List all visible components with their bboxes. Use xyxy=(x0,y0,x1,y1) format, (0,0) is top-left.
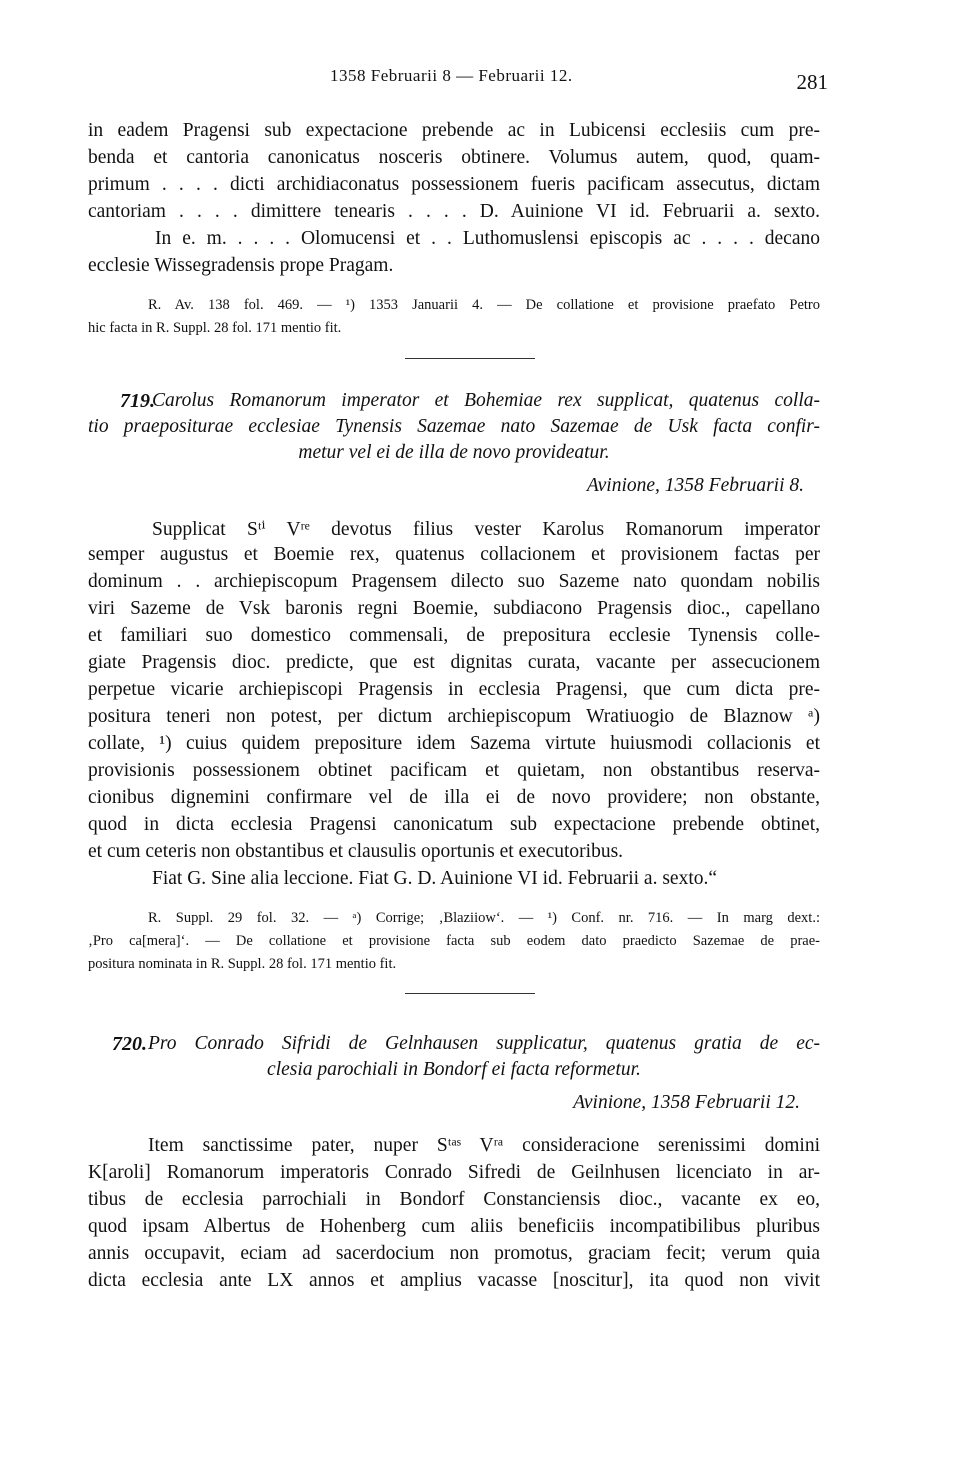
body-line: Supplicat Sᵗⁱ Vʳᵉ devotus filius vester Karolus Romanorum imperator xyxy=(152,519,820,540)
footnote-line: hic facta in R. Suppl. 28 fol. 171 mentio fit. xyxy=(88,320,342,336)
text-line: primum . . . . dicti archidiaconatus possessionem fueris pacificam assecutus, dictam xyxy=(88,174,820,195)
body-line: et familiari suo domestico commensali, de prepositura ecclesie Tynensis colle- xyxy=(88,625,820,646)
body-line: K[aroli] Romanorum imperatoris Conrado Sifredi de Geilnhusen licenciato in ar- xyxy=(88,1162,820,1183)
text-line: In e. m. . . . . Olomucensi et . . Luthomuslensi episcopis ac . . . . decano xyxy=(155,228,820,249)
body-line: positura teneri non potest, per dictum archiepiscopum Wratiuogio de Blaznow ᵃ) xyxy=(88,706,820,727)
entry-heading-line: metur vel ei de illa de novo provideatur. xyxy=(298,442,610,463)
body-line: et cum ceteris non obstantibus et clausulis oportunis et executoribus. xyxy=(88,841,624,862)
body-line: tibus de ecclesia parrochiali in Bondorf Constanciensis dioc., vacante ex eo, xyxy=(88,1189,820,1210)
body-line: semper augustus et Boemie rex, quatenus collacionem et provisionem factas per xyxy=(88,544,820,565)
entry-heading-line: tio praepositurae ecclesiae Tynensis Sazemae nato Sazemae de Usk facta confir- xyxy=(88,416,820,437)
text-line: ecclesie Wissegradensis prope Pragam. xyxy=(88,255,394,276)
body-line: quod in dicta ecclesia Pragensi canonicatum sub expectacione prebende obtinet, xyxy=(88,814,820,835)
body-line: viri Sazeme de Vsk baronis regni Boemie, subdiacono Pragensis dioc., capellano xyxy=(88,598,820,619)
body-line: Fiat G. Sine alia leccione. Fiat G. D. Auinione VI id. Februarii a. sexto.“ xyxy=(152,868,718,889)
body-line: Item sanctissime pater, nuper Sᵗᵃˢ Vʳᵃ consideracione serenissimi domini xyxy=(148,1135,820,1156)
section-divider xyxy=(405,358,535,359)
body-line: perpetue vicarie archiepiscopi Pragensis in ecclesia Pragensi, que cum dicta pre- xyxy=(88,679,820,700)
page-number: 281 xyxy=(796,70,828,94)
running-title: 1358 Februarii 8 — Februarii 12. xyxy=(330,66,573,85)
body-line: giate Pragensis dioc. predicte, que est dignitas curata, vacante per assecucionem xyxy=(88,652,820,673)
place-date: Avinione, 1358 Februarii 12. xyxy=(573,1092,800,1113)
body-line: dicta ecclesia ante LX annos et amplius vacasse [noscitur], ita quod non vivit xyxy=(88,1270,820,1291)
footnote-line: positura nominata in R. Suppl. 28 fol. 171 mentio fit. xyxy=(88,956,397,972)
body-line: cionibus dignemini confirmare vel de illa ei de novo providere; non obstante, xyxy=(88,787,820,808)
entry-number: 719. xyxy=(120,390,155,412)
entry-heading-line: Carolus Romanorum imperator et Bohemiae rex supplicat, quatenus colla- xyxy=(152,390,820,411)
entry-number: 720. xyxy=(112,1033,147,1055)
entry-heading-line: clesia parochiali in Bondorf ei facta reformetur. xyxy=(267,1059,641,1080)
body-line: dominum . . archiepiscopum Pragensem dilecto suo Sazeme nato quondam nobilis xyxy=(88,571,820,592)
body-line: provisionis possessionem obtinet pacificam et quietam, non obstantibus reserva- xyxy=(88,760,820,781)
section-divider xyxy=(405,993,535,994)
entry-heading-line: Pro Conrado Sifridi de Gelnhausen supplicatur, quatenus gratia de ec- xyxy=(148,1033,820,1054)
footnote-line: R. Suppl. 29 fol. 32. — ᵃ) Corrige; ‚Blaziiow‘. — ¹) Conf. nr. 716. — In marg dext.: xyxy=(148,910,820,926)
text-line: benda et cantoria canonicatus nosceris obtinere. Volumus autem, quod, quam- xyxy=(88,147,820,168)
body-line: collate, ¹) cuius quidem prepositure idem Sazema virtute huiusmodi collacionis et xyxy=(88,733,820,754)
text-line: cantoriam . . . . dimittere tenearis . . . . D. Auinione VI id. Februarii a. sexto. xyxy=(88,201,820,222)
body-line: quod ipsam Albertus de Hohenberg cum aliis beneficiis incompatibilibus pluribus xyxy=(88,1216,820,1237)
body-line: annis occupavit, eciam ad sacerdocium non promotus, graciam fecit; verum quia xyxy=(88,1243,820,1264)
place-date: Avinione, 1358 Februarii 8. xyxy=(586,475,804,496)
text-line: in eadem Pragensi sub expectacione prebende ac in Lubicensi ecclesiis cum pre- xyxy=(88,120,820,141)
footnote-line: R. Av. 138 fol. 469. — ¹) 1353 Januarii 4. — De collatione et provisione praefato Petro xyxy=(148,297,820,313)
footnote-line: ‚Pro ca[mera]‘. — De collatione et provisione facta sub eodem dato praedicto Sazemae de prae- xyxy=(88,933,820,949)
